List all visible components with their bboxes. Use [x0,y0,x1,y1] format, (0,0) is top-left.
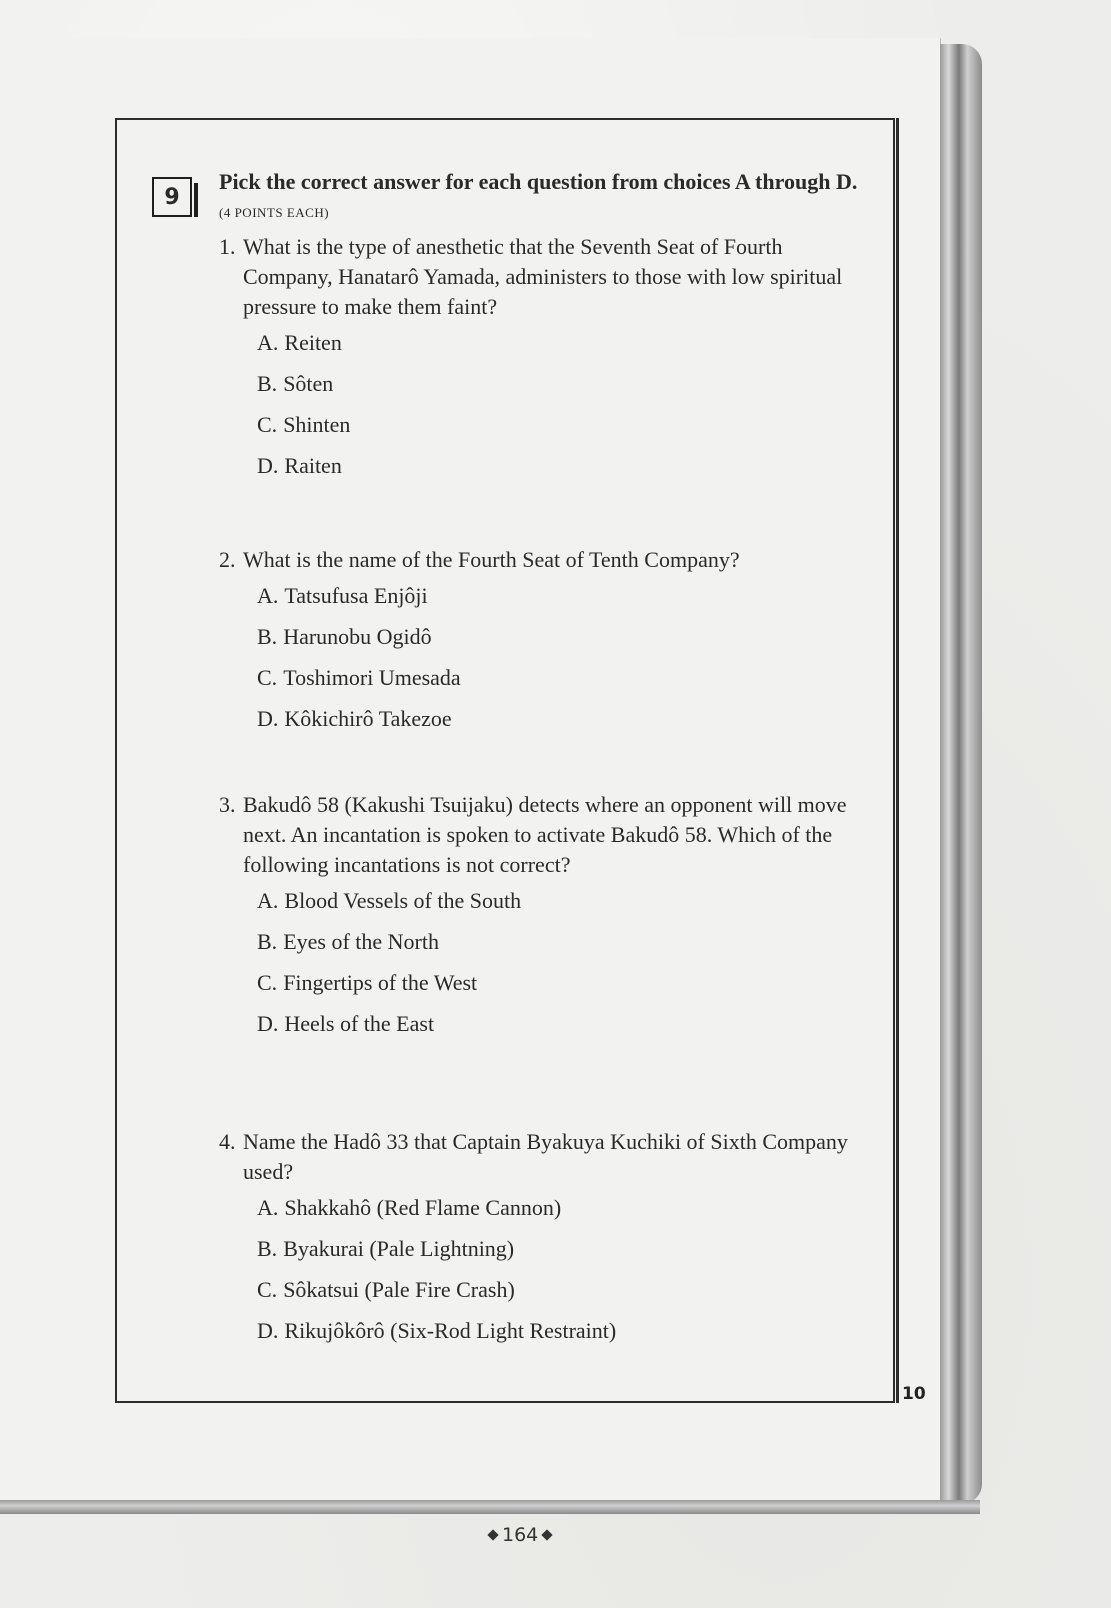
choice-letter: D. [257,1011,279,1036]
choice-b[interactable] [257,1234,859,1275]
section-number: 9 [164,184,180,210]
choice-list [257,581,859,745]
choice-d[interactable] [257,451,859,492]
choice-text: Blood Vessels of the South [284,888,522,913]
choice-letter: B. [257,371,278,396]
question-number: 1. [219,234,236,259]
choice-letter: D. [257,453,279,478]
choice-text: Raiten [284,453,342,478]
choice-text: Eyes of the North [283,929,439,954]
choice-list [257,886,859,1050]
choice-letter: A. [257,330,279,355]
section-number-shadow-bar [194,183,198,217]
choice-text: Byakurai (Pale Lightning) [283,1236,515,1261]
choice-letter: D. [257,706,279,731]
choice-letter: C. [257,412,278,437]
choice-letter: A. [257,583,279,608]
choice-text: Kôkichirô Takezoe [284,706,452,731]
side-section-number: 10 [902,1384,926,1404]
choice-letter: C. [257,970,278,995]
question-text: What is the name of the Fourth Seat of Tenth Company? [243,547,740,572]
page-folio [484,1524,556,1546]
choice-letter: B. [257,929,278,954]
diamond-right-icon [542,1529,553,1540]
choice-a[interactable] [257,328,859,369]
choice-text: Tatsufusa Enjôji [284,583,428,608]
question-text: Name the Hadô 33 that Captain Byakuya Kuchiki of Sixth Company used? [243,1129,848,1184]
choice-text: Fingertips of the West [283,970,478,995]
choice-text: Reiten [284,330,342,355]
choice-text: Rikujôkôrô (Six-Rod Light Restraint) [284,1318,617,1343]
choice-b[interactable] [257,927,859,968]
choice-text: Sôkatsui (Pale Fire Crash) [283,1277,515,1302]
choice-a[interactable] [257,581,859,622]
question-text: What is the type of anesthetic that the Seventh Seat of Fourth Company, Hanatarô Yamada, administers to those with low spiritual pressure to make them faint? [243,234,843,319]
choice-a[interactable] [257,1193,859,1234]
question-stem [219,1127,859,1187]
question-number: 4. [219,1129,236,1154]
question-2 [219,545,859,745]
choice-c[interactable] [257,663,859,704]
choice-c[interactable] [257,1275,859,1316]
question-3 [219,790,859,1050]
question-stem [219,790,859,880]
choice-list [257,1193,859,1357]
diamond-left-icon [487,1529,498,1540]
choice-c[interactable] [257,410,859,451]
choice-letter: C. [257,1277,278,1302]
book-page-edges [940,44,982,1504]
question-4 [219,1127,859,1357]
book-bottom-edge [0,1500,980,1514]
choice-text: Shakkahô (Red Flame Cannon) [284,1195,562,1220]
choice-d[interactable] [257,704,859,745]
choice-b[interactable] [257,369,859,410]
choice-text: Heels of the East [284,1011,435,1036]
choice-letter: A. [257,1195,279,1220]
choice-list [257,328,859,492]
choice-text: Sôten [283,371,334,396]
choice-d[interactable] [257,1009,859,1050]
points-note: (4 POINTS EACH) [219,205,330,220]
choice-letter: D. [257,1318,279,1343]
question-stem [219,232,859,322]
choice-letter: C. [257,665,278,690]
choice-text: Toshimori Umesada [283,665,461,690]
choice-letter: B. [257,624,278,649]
choice-b[interactable] [257,622,859,663]
section-number-box [152,177,192,217]
choice-text: Harunobu Ogidô [283,624,432,649]
instruction-text: Pick the correct answer for each question from choices A through D. [219,169,858,194]
question-stem [219,545,859,575]
choice-c[interactable] [257,968,859,1009]
choice-text: Shinten [283,412,351,437]
question-text: Bakudô 58 (Kakushi Tsuijaku) detects where an opponent will move next. An incantation is spoken to activate Bakudô 58. Which of the following incantations is not correct? [243,792,847,877]
choice-letter: A. [257,888,279,913]
question-number: 3. [219,792,236,817]
choice-letter: B. [257,1236,278,1261]
question-number: 2. [219,547,236,572]
question-1 [219,232,859,492]
frame-right-rule [896,118,899,1403]
choice-d[interactable] [257,1316,859,1357]
page-number: 164 [502,1524,539,1546]
choice-a[interactable] [257,886,859,927]
section-instruction [219,168,859,227]
